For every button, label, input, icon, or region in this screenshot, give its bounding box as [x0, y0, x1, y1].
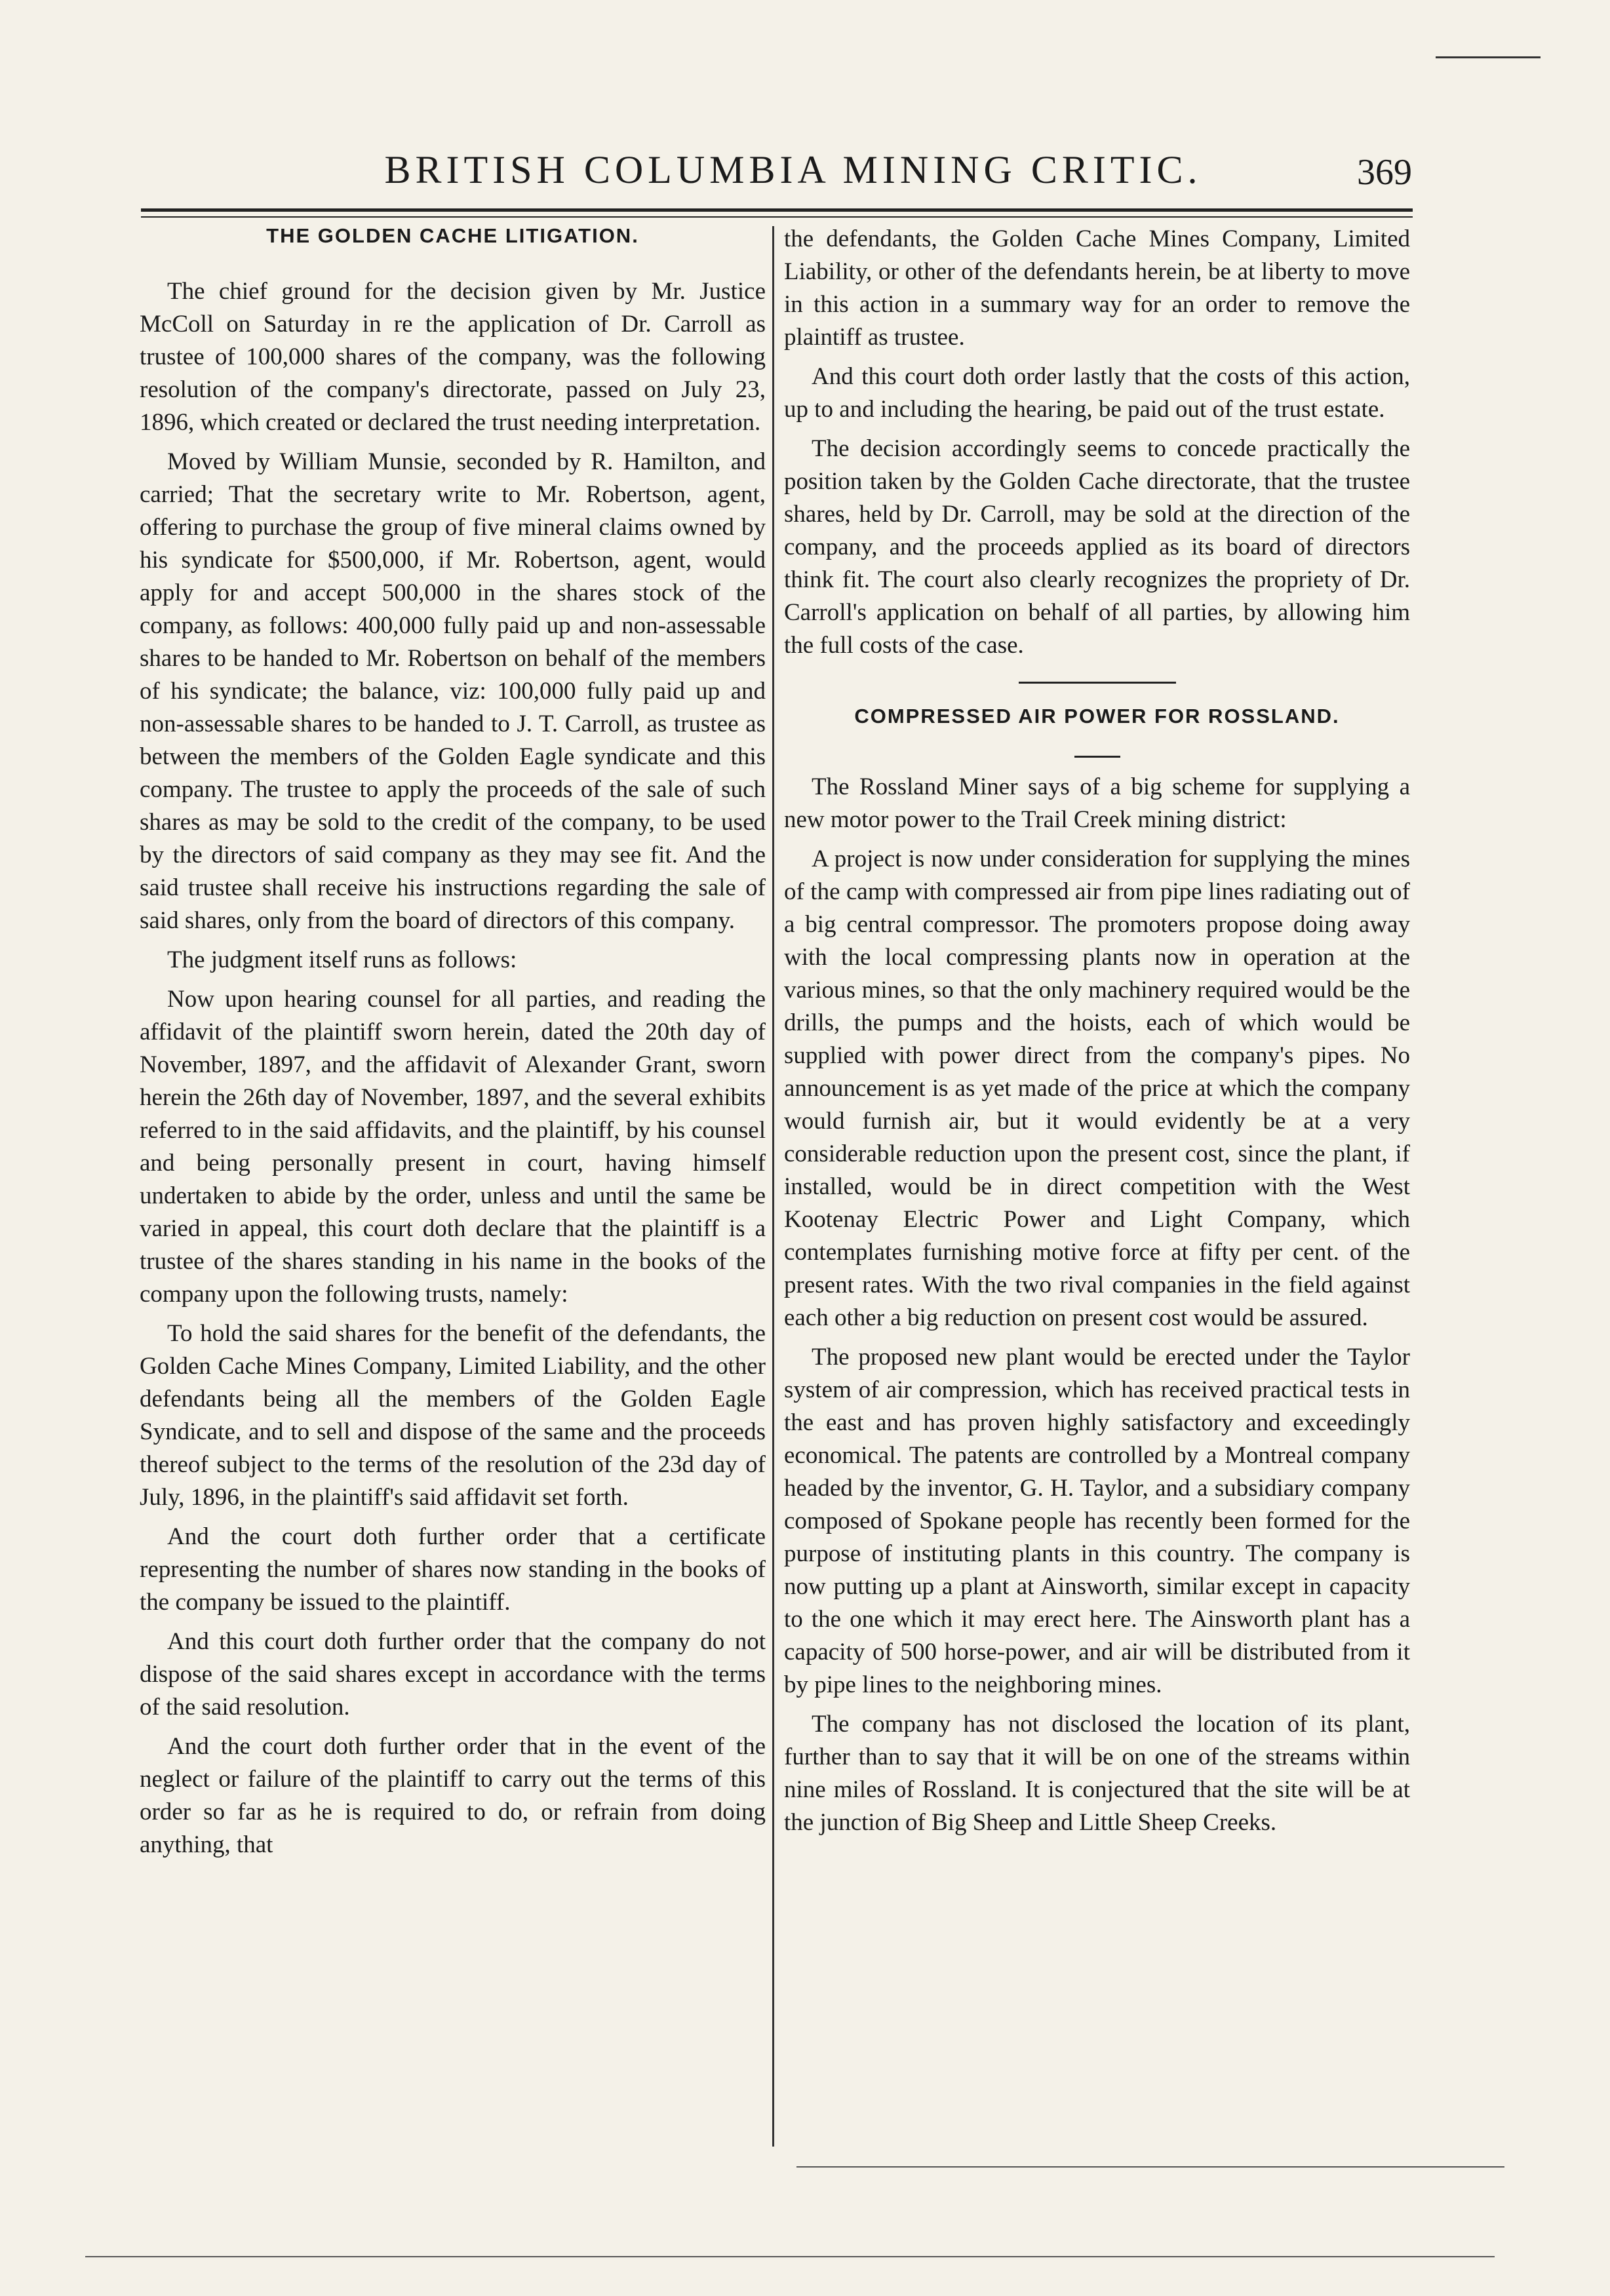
- article-title-compressed-air: COMPRESSED AIR POWER FOR ROSSLAND.: [854, 705, 1340, 728]
- bottom-rule: [796, 2166, 1504, 2168]
- left-column: [140, 223, 766, 1868]
- column-divider: [772, 226, 774, 2147]
- top-corner-rule: [1436, 56, 1541, 58]
- article-title-golden-cache: THE GOLDEN CACHE LITIGATION.: [266, 224, 639, 247]
- page-number: 369: [1357, 152, 1412, 193]
- article-paragraph: The judgment itself runs as follows:: [167, 946, 517, 973]
- article-paragraph: And this court doth order lastly that the costs of this action, up to and including the hearing, be paid out of the trust estate.: [784, 363, 1410, 423]
- article-paragraph: The Rossland Miner says of a big scheme for supplying a new motor power to the Trail Creek mining district:: [784, 773, 1410, 833]
- article-paragraph: The proposed new plant would be erected under the Taylor system of air compression, which has received practical tests in the east and has proven highly satisfactory and exceedingly economical. The patents are controlled by a Montreal company headed by the inventor, G. H. Taylor, and a subsidiary company composed of Spokane people has recently been formed for the purpose of instituting plants in this country. The company is now putting up a plant at Ainsworth, similar except in capacity to the one which it may erect here. The Ainsworth plant has a capacity of 500 horse-power, and air will be distributed from it by pipe lines to the neighboring mines.: [784, 1344, 1410, 1698]
- section-divider: [1019, 682, 1176, 684]
- article-paragraph: And this court doth further order that the company do not dispose of the said shares except in accordance with the terms of the said resolution.: [140, 1628, 766, 1721]
- right-column: [784, 223, 1410, 1846]
- article-paragraph: The chief ground for the decision given by Mr. Justice McColl on Saturday in re the application of Dr. Carroll as trustee of 100,000 shares of the company, was the following resolution of the company's directorate, passed on July 23, 1896, which created or declared the trust needing interpretation.: [140, 278, 766, 436]
- article-paragraph: The decision accordingly seems to concede practically the position taken by the Golden Cache directorate, that the trustee shares, held by Dr. Carroll, may be sold at the direction of the company, and the proceeds applied as its board of directors think fit. The court also clearly recognizes the propriety of Dr. Carroll's application on behalf of all parties, by allowing him the full costs of the case.: [784, 435, 1410, 659]
- article-paragraph: And the court doth further order that in the event of the neglect or failure of the plaintiff to carry out the terms of this order so far as he is required to do, or refrain from doing anything, that: [140, 1733, 766, 1858]
- article-paragraph: A project is now under consideration for supplying the mines of the camp with compressed air from pipe lines radiating out of a big central compressor. The promoters propose doing away with the local compressing plants now in operation at the various mines, so that the only machinery required would be the drills, the pumps and the hoists, each of which would be supplied with power direct from the company's pipes. No announcement is as yet made of the price at which the company would furnish air, but it would evidently be at a very considerable reduction upon the present cost, since the plant, if installed, would be in direct competition with the West Kootenay Electric Power and Light Company, which contemplates furnishing motive force at fifty per cent. of the present rates. With the two rival companies in the field against each other a big reduction on present cost would be assured.: [784, 846, 1410, 1331]
- article-paragraph: Now upon hearing counsel for all parties, and reading the affidavit of the plaintiff sworn herein, dated the 20th day of November, 1897, and the affidavit of Alexander Grant, sworn herein the 26th day of November, 1897, and the several exhibits referred to in the said affidavits, and the plaintiff, by his counsel and being personally present in court, having himself undertaken to abide by the order, unless and until the same be varied in appeal, this court doth declare that the plaintiff is a trustee of the shares standing in his name in the books of the company upon the following trusts, namely:: [140, 986, 766, 1308]
- header-rule-thick: [141, 208, 1413, 212]
- article-paragraph: Moved by William Munsie, seconded by R. Hamilton, and carried; That the secretary write to Mr. Robertson, agent, offering to purchase the group of five mineral claims owned by his syndicate for $500,000, if Mr. Robertson, agent, would apply for and accept 500,000 in the shares stock of the company, as follows: 400,000 fully paid up and non-assessable shares to be handed to Mr. Robertson on behalf of the members of his syndicate; the balance, viz: 100,000 fully paid up and non-assessable shares to be handed to J. T. Carroll, as trustee as between the members of the Golden Eagle syndicate and this company. The trustee to apply the proceeds of the sale of such shares as may be sold to the credit of the company, to be used by the directors of said company as they may see fit. And the said trustee shall receive his instructions regarding the sale of said shares, only from the board of directors of this company.: [140, 448, 766, 934]
- article-paragraph: And the court doth further order that a certificate representing the number of shares now standing in the books of the company be issued to the plaintiff.: [140, 1523, 766, 1616]
- running-head: [131, 147, 1442, 200]
- article-paragraph: To hold the said shares for the benefit of the defendants, the Golden Cache Mines Company, Limited Liability, and the other defendants being all the members of the Golden Eagle Syndicate, and to sell and dispose of the same and the proceeds thereof subject to the terms of the resolution of the 23d day of July, 1896, in the plaintiff's said affidavit set forth.: [140, 1320, 766, 1511]
- journal-title: BRITISH COLUMBIA MINING CRITIC.: [384, 148, 1202, 191]
- header-rule-thin: [141, 216, 1413, 218]
- article-paragraph: The company has not disclosed the location of its plant, further than to say that it will be on one of the streams within nine miles of Rossland. It is conjectured that the site will be at the junction of Big Sheep and Little Sheep Creeks.: [784, 1711, 1410, 1836]
- bottom-rule: [85, 2256, 1495, 2257]
- heading-underline: [1074, 756, 1120, 758]
- continued-paragraph: the defendants, the Golden Cache Mines Company, Limited Liability, or other of the defendants herein, be at liberty to move in this action in a summary way for an order to remove the plaintiff as trustee.: [784, 225, 1410, 351]
